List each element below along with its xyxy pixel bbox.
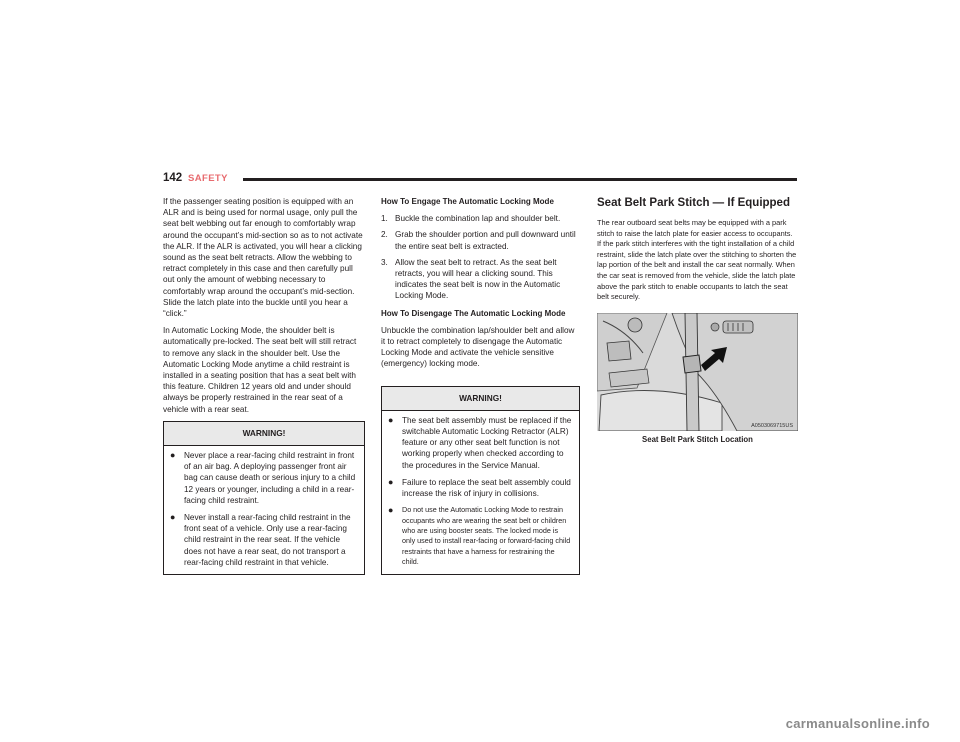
figure-caption: Seat Belt Park Stitch Location [642,434,753,444]
warning-item [388,415,573,471]
right-column [597,196,798,445]
step-number: 1. [381,214,388,224]
warning-text: The seat belt assembly must be replaced if the switchable Automatic Locking Retractor (ALR) feature or any other seat belt function is not working properly when checked according to the procedures in the Service Manual. [402,415,572,470]
bullet-icon: ● [388,414,394,425]
step-number: 3. [381,257,388,267]
step-text: Allow the seat belt to retract. As the seat belt retracts, you will hear a clicking sound. This indicates the seat belt is now in the Automatic Locking Mode. [395,257,561,301]
bullet-icon: ● [170,450,176,461]
step-text: Grab the shoulder portion and pull downward until the entire seat belt is extracted. [395,230,576,251]
step-item [381,213,580,224]
bullet-icon: ● [388,476,394,487]
disengage-heading: How To Disengage The Automatic Locking Mode [381,308,566,318]
warning-text: Never install a rear-facing child restraint in the front seat of a vehicle. Only use a rear-facing child restraint in the rear seat. If the vehicle does not have a rear seat, do not transport a rear-facing child restraint in that vehicle. [184,513,351,567]
section-title: Seat Belt Park Stitch — If Equipped [597,197,790,209]
warning-item [388,505,573,567]
figure-code: A0503069715US [751,422,793,429]
warning-text: Failure to replace the seat belt assembly could increase the risk of injury in collisions. [402,477,571,499]
step-item [381,257,580,302]
warning-box-seat-belt [381,386,580,575]
warning-title: WARNING! [382,387,579,411]
park-stitch-figure [597,313,798,431]
warning-item [388,477,573,499]
bullet-icon: ● [388,505,394,516]
section-name: SAFETY [188,173,228,184]
header-rule [243,178,797,181]
page-number: 142 [163,172,183,184]
left-column [163,196,365,575]
warning-item [170,450,358,506]
bullet-icon: ● [170,512,176,523]
seat-illustration [597,313,798,431]
paragraph-alr-usage: If the passenger seating position is equipped with an ALR and is being used for normal usage, only pull the seat belt webbing out far enough to comfortably wrap around the occupant’s mid-section so as to not activate the ALR. If the ALR is activated, you will hear a clicking sound as the seat belt retracts. Allow the webbing to retract completely in this case and then carefully pull out only the amount of webbing necessary to comfortably wrap around the occupant’s mid-section. Slide the latch plate into the buckle until you hear a “click.” [163,197,363,319]
warning-box-rear-facing [163,421,365,575]
step-text: Buckle the combination lap and shoulder belt. [395,214,561,224]
page-header [163,172,797,186]
warning-item [170,512,358,568]
warning-title: WARNING! [164,422,364,446]
disengage-text: Unbuckle the combination lap/shoulder belt and allow it to retract completely to disengage the Automatic Locking Mode and activate the vehicle sensitive (emergency) locking mode. [381,325,575,369]
paragraph-automatic-locking: In Automatic Locking Mode, the shoulder belt is automatically pre-locked. The seat belt will still retract to remove any slack in the shoulder belt. Use the Automatic Locking Mode anytime a child restraint is installed in a seating position that has a seat belt with this feature. Children 12 years old and under should always be properly restrained in the rear seat of a vehicle with a rear seat. [163,326,357,414]
park-stitch-text: The rear outboard seat belts may be equipped with a park stitch to raise the latch plate for easier access to occupants. If the park stitch interferes with the tight installation of a child restraint, slide the latch plate over the stitching to shorten the lap portion of the belt and install the car seat normally. When the car seat is removed from the vehicle, slide the latch plate above the park stitch to enable occupants to latch the seat belt securely. [597,218,797,302]
middle-column [381,196,580,575]
warning-text: Do not use the Automatic Locking Mode to restrain occupants who are wearing the seat belt or children who are using booster seats. The locked mode is only used to install rear-facing or forward-facing child restraints that have a harness for restraining the child. [402,505,571,567]
warning-text: Never place a rear-facing child restraint in front of an air bag. A deploying passenger front air bag can cause death or serious injury to a child 12 years or younger, including a child in a rear-facing child restraint. [184,451,356,505]
step-number: 2. [381,230,388,240]
watermark: carmanualsonline.info [785,716,930,731]
engage-heading: How To Engage The Automatic Locking Mode [381,197,554,206]
step-item [381,229,580,251]
